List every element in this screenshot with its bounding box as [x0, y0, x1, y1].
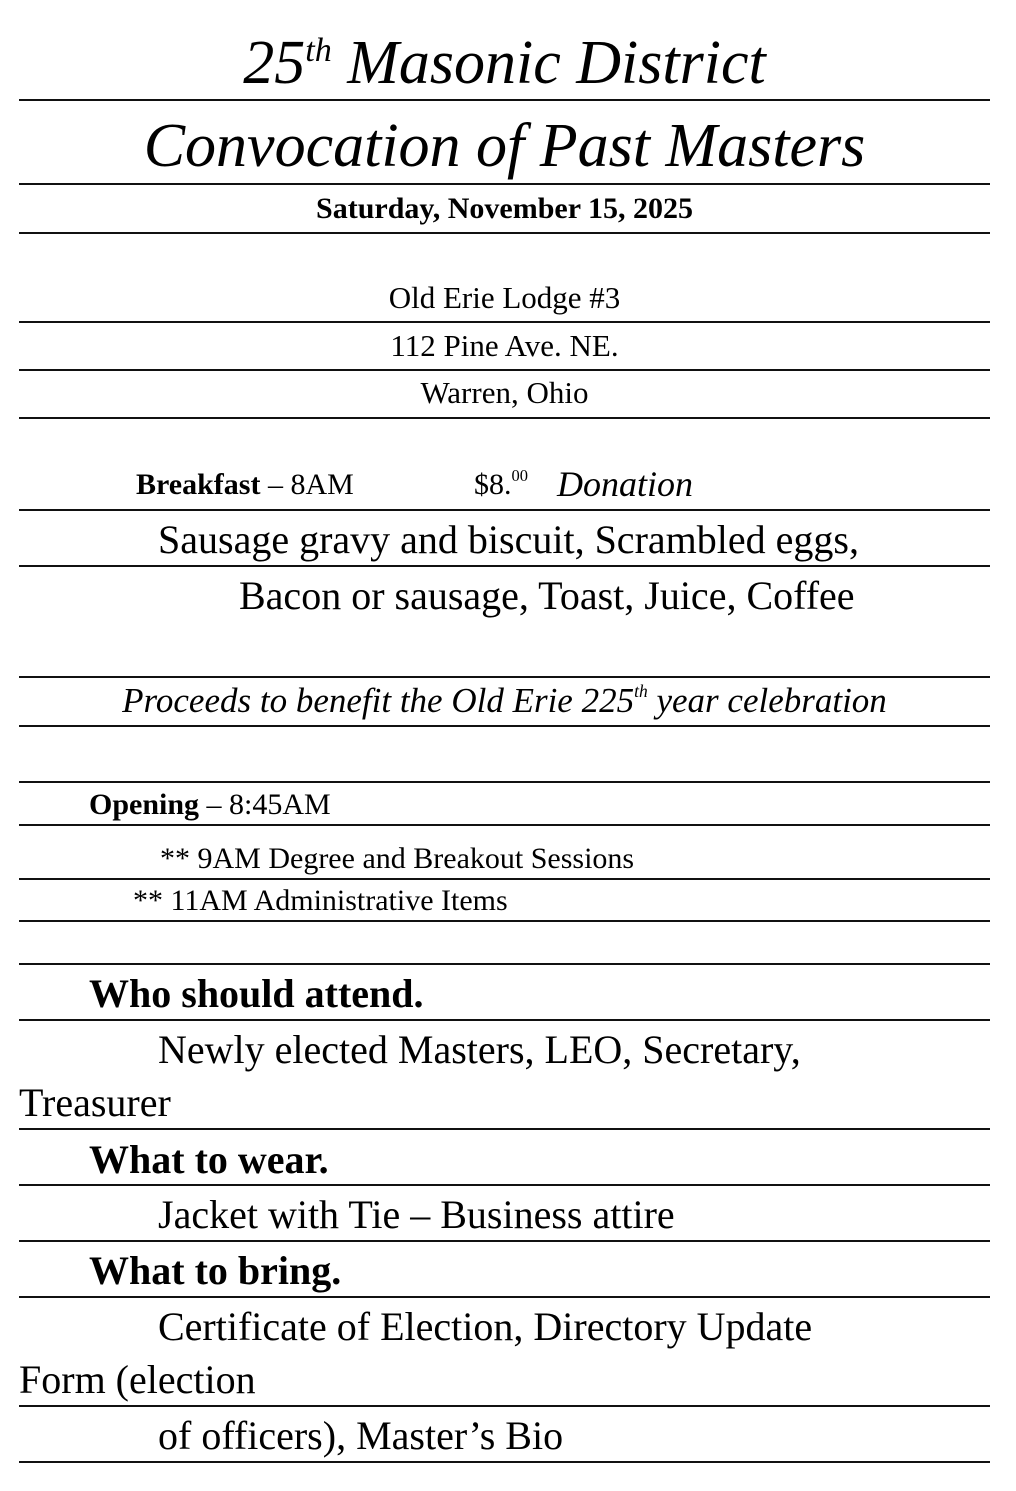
district-label: Masonic District	[331, 29, 766, 97]
divider	[19, 878, 990, 880]
divider	[19, 920, 990, 922]
venue-city: Warren, Ohio	[420, 375, 589, 410]
divider	[19, 676, 990, 678]
price-cents: 00	[511, 466, 528, 485]
divider	[19, 725, 990, 727]
price-dollars: $8.	[474, 468, 512, 501]
breakfast-price	[474, 466, 528, 501]
venue-street: 112 Pine Ave. NE.	[390, 328, 619, 363]
bring-heading: What to bring.	[89, 1248, 342, 1293]
divider	[19, 183, 990, 185]
attend-line-2: Treasurer	[19, 1080, 171, 1125]
proceeds-text: Proceeds to benefit the Old Erie 225	[122, 681, 635, 720]
wear-line: Jacket with Tie – Business attire	[158, 1192, 675, 1237]
venue-name: Old Erie Lodge #3	[388, 280, 621, 315]
opening-time: – 8:45AM	[199, 788, 331, 821]
wear-heading: What to wear.	[89, 1137, 329, 1182]
attend-heading: Who should attend.	[89, 971, 424, 1016]
title-line-2: Convocation of Past Masters	[143, 112, 866, 180]
opening-row	[89, 790, 331, 820]
divider	[19, 1461, 990, 1463]
title-line-1	[19, 29, 990, 97]
opening-label: Opening	[89, 788, 200, 821]
proceeds-text-end: year celebration	[647, 681, 887, 720]
divider	[19, 232, 990, 234]
divider	[19, 565, 990, 567]
divider	[19, 369, 990, 371]
divider	[19, 417, 990, 419]
divider	[19, 99, 990, 101]
session-item: ** 9AM Degree and Breakout Sessions	[160, 842, 635, 875]
divider	[19, 1184, 990, 1186]
divider	[19, 781, 990, 783]
breakfast-label: Breakfast	[136, 468, 261, 501]
attend-line-1: Newly elected Masters, LEO, Secretary,	[158, 1027, 801, 1072]
ordinal-suffix: th	[634, 681, 648, 701]
event-date: Saturday, November 15, 2025	[316, 192, 693, 225]
menu-line-1: Sausage gravy and biscuit, Scrambled eggs,	[158, 517, 859, 562]
divider	[19, 1296, 990, 1298]
session-item: ** 11AM Administrative Items	[133, 884, 508, 917]
bring-line-3: of officers), Master’s Bio	[158, 1413, 564, 1458]
divider	[19, 1405, 990, 1407]
bring-line-2: Form (election	[19, 1357, 256, 1402]
donation-label: Donation	[557, 464, 694, 504]
divider	[19, 1128, 990, 1130]
ordinal-suffix: th	[305, 32, 332, 69]
divider	[19, 963, 990, 965]
bring-line-1: Certificate of Election, Directory Update	[158, 1304, 813, 1349]
divider	[19, 1240, 990, 1242]
breakfast-time: – 8AM	[260, 468, 354, 501]
breakfast-label-group	[136, 470, 354, 500]
divider	[19, 1019, 990, 1021]
divider	[19, 824, 990, 826]
divider	[19, 509, 990, 511]
district-number: 25	[243, 29, 306, 97]
menu-line-2: Bacon or sausage, Toast, Juice, Coffee	[239, 573, 855, 618]
divider	[19, 321, 990, 323]
proceeds-note	[19, 683, 990, 718]
